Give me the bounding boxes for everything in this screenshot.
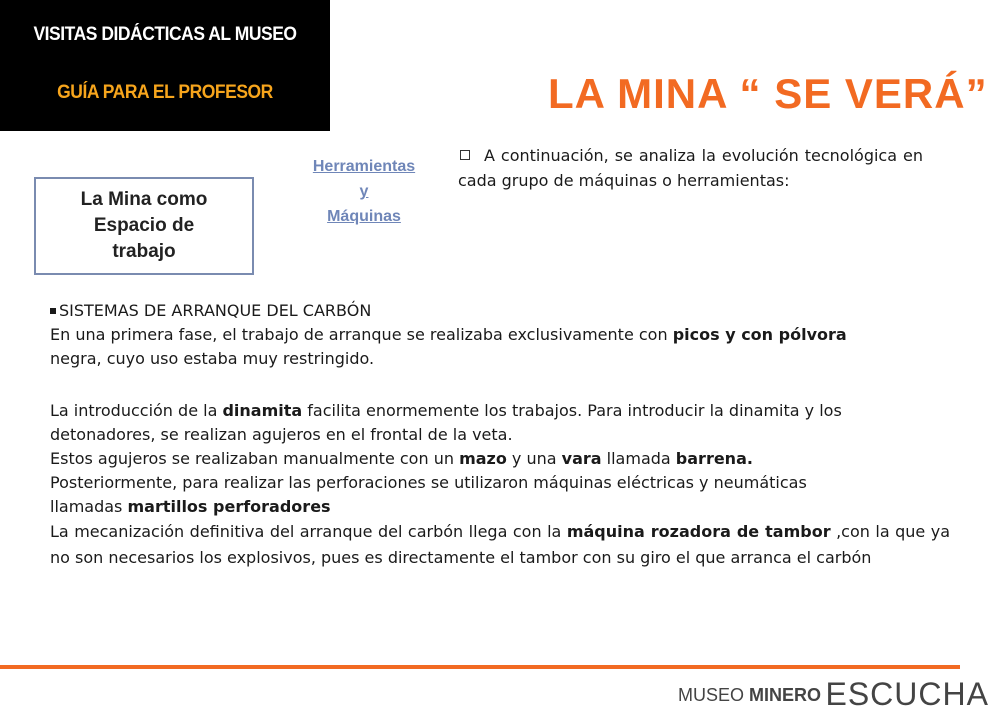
- intro-paragraph: [458, 143, 923, 193]
- header-title: VISITAS DIDÁCTICAS AL MUSEO: [33, 24, 297, 45]
- page-title: LA MINA “ SE VERÁ”: [548, 70, 988, 117]
- body-content: [50, 299, 950, 571]
- header-subtitle: GUÍA PARA EL PROFESOR: [57, 82, 273, 103]
- section-heading-text: SISTEMAS DE ARRANQUE DEL CARBÓN: [59, 301, 372, 320]
- p5-bold: máquina rozadora de tambor: [566, 522, 831, 541]
- filled-square-bullet-icon: [50, 308, 56, 314]
- logo-part-museo: MUSEO: [678, 685, 750, 705]
- p3-text-a: Estos agujeros se realizaban manualmente con un: [50, 449, 460, 468]
- herramientas-maquinas-link[interactable]: [294, 154, 434, 229]
- header-banner: [0, 0, 330, 131]
- logo-part-minero: MINERO: [749, 685, 822, 705]
- box-line-1: La Mina como: [80, 189, 208, 210]
- logo-part-escucha: ESCUCHA: [825, 676, 989, 712]
- p4-bold: martillos perforadores: [127, 497, 331, 516]
- box-line-2: Espacio de: [93, 215, 195, 236]
- paragraph-3: [50, 447, 950, 471]
- paragraph-1-cont: negra, cuyo uso estaba muy restringido.: [50, 349, 375, 368]
- link-line-1[interactable]: Herramientas: [312, 158, 416, 175]
- footer-divider: [0, 665, 960, 669]
- p3-text-e: llamada: [601, 449, 676, 468]
- p3-bold-vara: vara: [561, 449, 602, 468]
- hollow-square-bullet-icon: [460, 150, 470, 160]
- paragraph-5: [50, 519, 950, 571]
- p2-bold: dinamita: [222, 401, 303, 420]
- section-heading: [50, 299, 950, 323]
- p1-text-a: En una primera fase, el trabajo de arranque se realizaba exclusivamente con: [50, 325, 673, 344]
- link-line-3[interactable]: Máquinas: [327, 208, 401, 225]
- p3-bold-mazo: mazo: [459, 449, 507, 468]
- spacer: [50, 371, 950, 399]
- paragraph-1: [50, 323, 950, 347]
- intro-text: A continuación, se analiza la evolución tecnológica en cada grupo de máquinas o herramientas:: [458, 146, 923, 190]
- museum-logo: [678, 676, 989, 713]
- p3-bold-barrena: barrena.: [675, 449, 753, 468]
- p2-text-c: facilita enormemente los trabajos. Para introducir la dinamita y los detonadores, se realizan agujeros en el frontal de la veta.: [50, 401, 842, 444]
- p5-text-c: ,con la que ya no son necesarios los explosivos, pues es directamente el tambor con su giro el que arranca el carbón: [50, 522, 951, 567]
- p4-text-a: Posteriormente, para realizar las perforaciones se utilizaron máquinas eléctricas y neumáticas llamadas: [50, 473, 807, 516]
- paragraph-4: [50, 471, 870, 519]
- section-box-mina-espacio-trabajo: [34, 177, 254, 275]
- p3-text-c: y una: [506, 449, 562, 468]
- p1-bold: picos y con pólvora: [672, 325, 847, 344]
- paragraph-2: [50, 399, 880, 447]
- box-line-3: trabajo: [112, 241, 176, 262]
- p2-text-a: La introducción de la: [50, 401, 223, 420]
- link-line-2[interactable]: y: [359, 183, 369, 200]
- p5-text-a: La mecanización definitiva del arranque del carbón llega con la: [50, 522, 567, 541]
